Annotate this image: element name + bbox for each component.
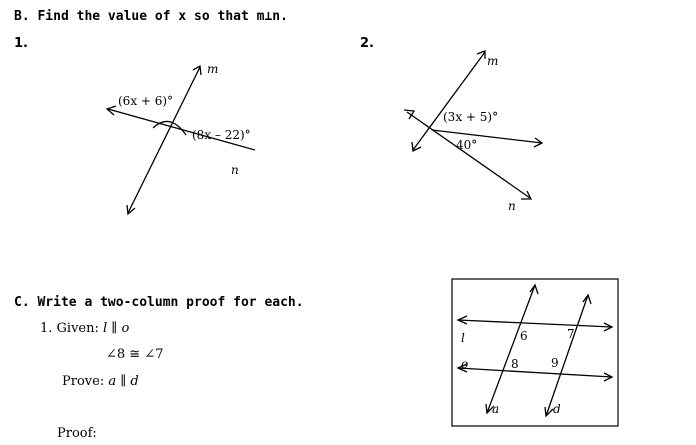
p2-angle-1-label: (3x + 5)° [443, 110, 499, 124]
label-o: o [461, 357, 469, 371]
section-b-heading: B. Find the value of x so that m⊥n. [14, 9, 288, 24]
p1-angle-1-label: (6x + 6)° [118, 94, 174, 108]
p2-angle-2-label: 40° [456, 138, 478, 152]
p1-line-n-label: n [231, 163, 239, 177]
angle-7-label: 7 [567, 327, 575, 341]
label-d: d [553, 402, 561, 416]
prove-label: Prove: [62, 374, 109, 389]
angle-9-label: 9 [551, 356, 559, 370]
section-c-heading: C. Write a two-column proof for each. [14, 295, 304, 310]
prove-statement: a ∥ d [108, 374, 139, 389]
proof-figure-frame [452, 279, 618, 426]
p2-line-n-label: n [508, 199, 516, 213]
line-a [487, 285, 535, 413]
line-l [458, 320, 612, 327]
angle-6-label: 6 [520, 329, 528, 343]
problem-1-number: 1. [14, 36, 28, 51]
label-a: a [492, 402, 500, 416]
label-l: l [461, 331, 465, 345]
p1-angle-2-label: (8x – 22)° [192, 128, 251, 142]
given-label: 1. Given: [40, 321, 104, 336]
angle-8-label: 8 [511, 357, 519, 371]
p2-line-m-label: m [487, 54, 499, 68]
p1-line-m-label: m [207, 62, 219, 76]
line-o [458, 368, 612, 377]
given-statement-2: ∠8 ≅ ∠7 [106, 347, 164, 362]
problem-2-number: 2. [360, 36, 374, 51]
given-statement-1: l ∥ o [103, 321, 130, 336]
proof-label: Proof: [57, 426, 97, 441]
